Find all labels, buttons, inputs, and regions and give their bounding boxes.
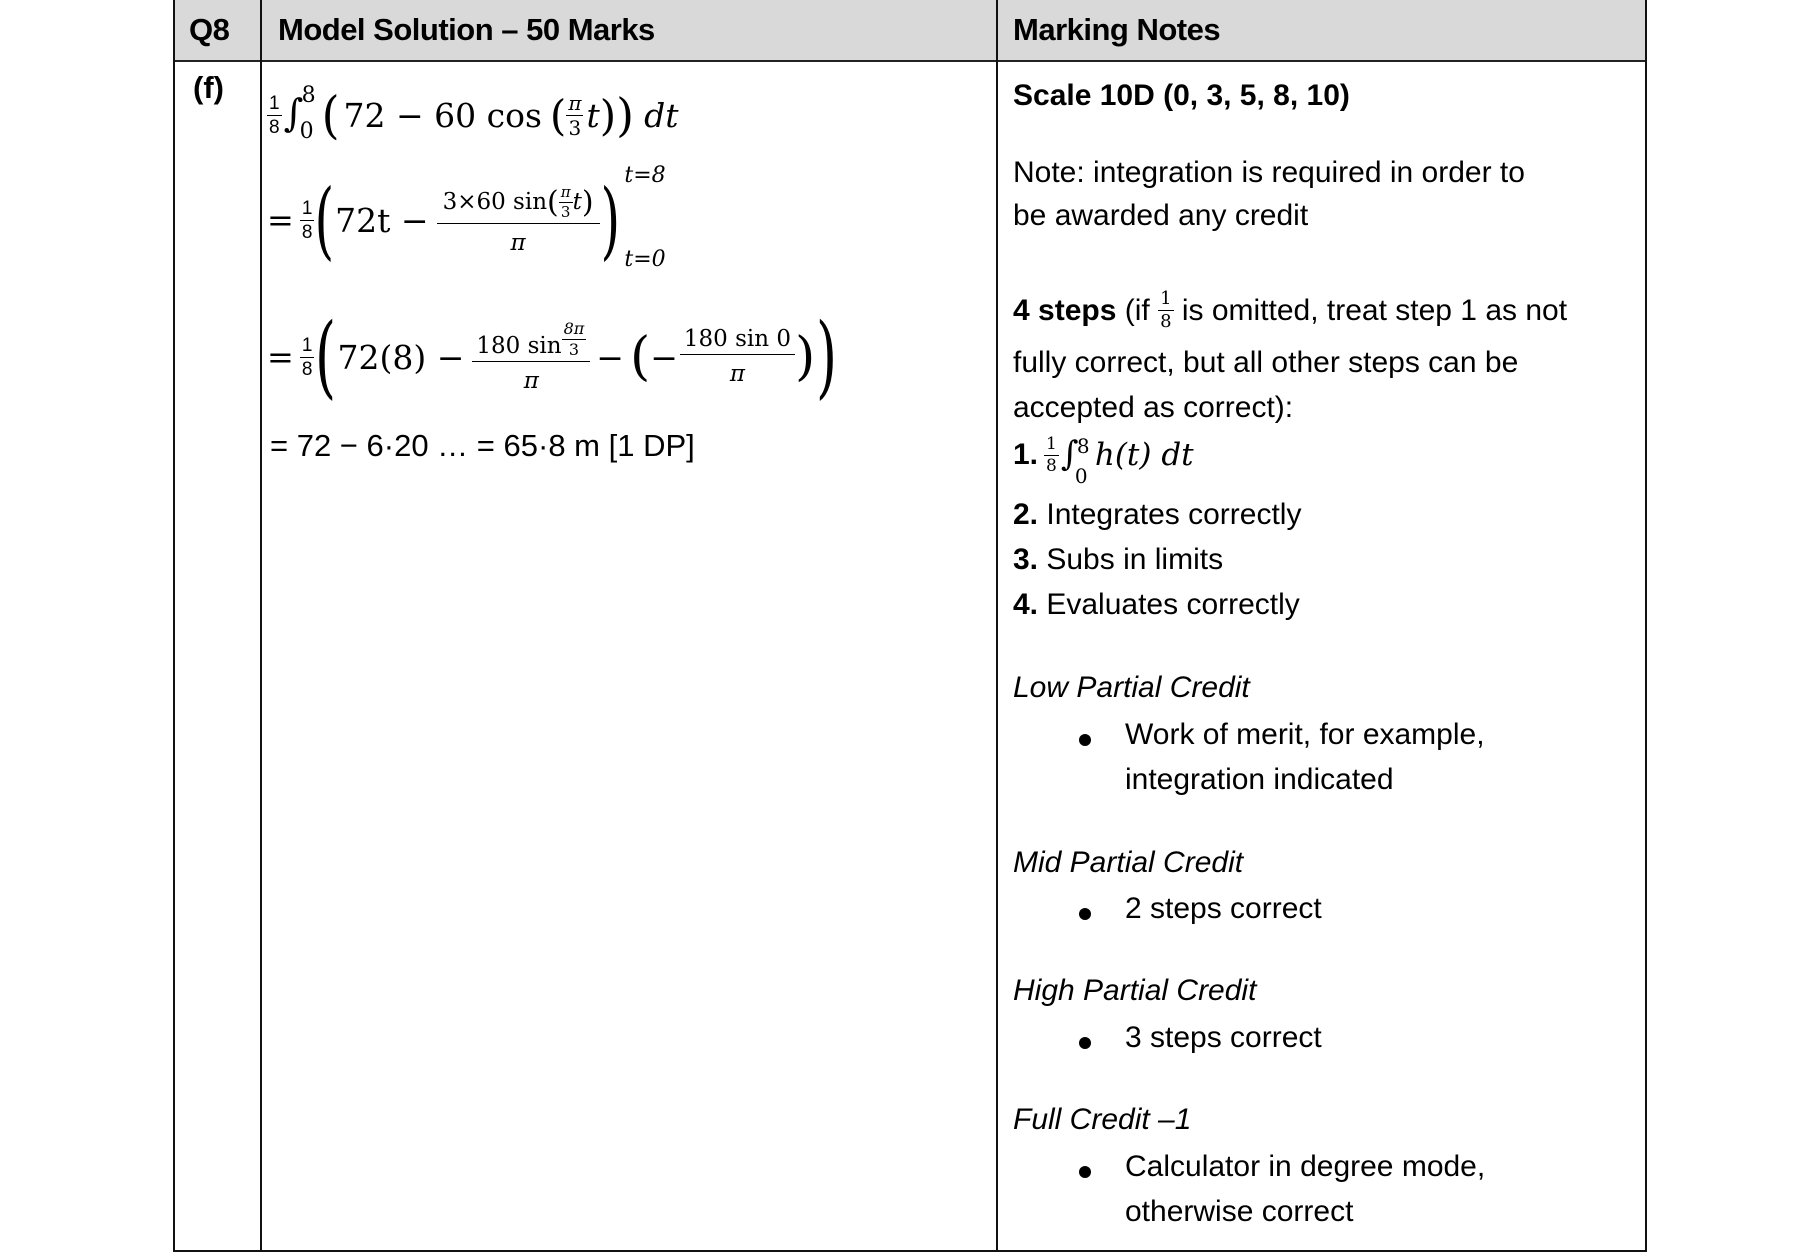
steps-intro-line-3: accepted as correct):: [1013, 391, 1294, 424]
solution-line-2: = $\frac{1}{8}$ ( 72t − 3×60 sin ( $\frac{\pi}{3}$ t ) π ) t=8 t=0: [267, 160, 680, 280]
note-line-2: be awarded any credit: [1013, 199, 1309, 232]
fraction-one-eighth: [1158, 290, 1173, 331]
text: is omitted, treat step 1 as not: [1173, 293, 1568, 327]
bullet-icon: [1079, 1037, 1091, 1049]
step-number: 3.: [1013, 543, 1039, 576]
steps-count: 4 steps: [1013, 293, 1117, 327]
lower-limit: t=0: [624, 247, 666, 272]
fraction-pi-over-3: [566, 90, 583, 140]
equals-sign: =: [267, 201, 294, 239]
fraction-one-eighth: [267, 94, 282, 137]
step-item-4: [1013, 585, 1300, 625]
step-item-3: [1013, 540, 1223, 580]
fraction-denominator: π: [510, 230, 526, 256]
sin-text: 3×60 sin: [442, 189, 548, 215]
step-number: 1.: [1013, 438, 1039, 471]
integral-lower-limit: 0: [1074, 464, 1088, 488]
fraction-numerator: 3×60 sin ( $\frac{\pi}{3}$ t ): [437, 185, 600, 224]
column-divider-2: [996, 0, 998, 1250]
part-label: (f): [193, 70, 224, 105]
note-line-1: Note: integration is required in order to: [1013, 156, 1525, 189]
fraction-numerator: 1: [269, 92, 280, 114]
fraction-pi-over-3: [559, 185, 573, 220]
step-text: Subs in limits: [1038, 543, 1224, 576]
credit-level-low-title: Low Partial Credit: [1013, 671, 1250, 704]
header-model-solution: Model Solution – 50 Marks: [278, 12, 655, 47]
bullet-icon: [1079, 1166, 1091, 1178]
column-divider-1: [260, 0, 262, 1250]
fraction-numerator: 180 sin 0: [680, 328, 795, 355]
step-text: Integrates correctly: [1038, 498, 1302, 531]
step-number: 2.: [1013, 498, 1039, 531]
fraction-numerator: π: [568, 90, 582, 115]
header-marking-notes: Marking Notes: [1013, 12, 1221, 47]
minus-sign: −: [596, 337, 624, 377]
fraction-numerator: [472, 321, 590, 362]
credit-level-mid-bullet: 2 steps correct: [1125, 892, 1322, 925]
differential-dt: dt: [644, 95, 679, 135]
fraction-one-eighth: [300, 336, 315, 379]
fraction-denominator: 3: [560, 203, 571, 221]
minus-sign: −: [650, 337, 678, 377]
integral-upper-limit: 8: [301, 83, 316, 108]
credit-level-low-bullet-line-2: integration indicated: [1125, 763, 1394, 796]
marking-scheme-table: [173, 0, 1647, 1252]
fraction-denominator: 8: [269, 116, 280, 138]
sin-text: 180 sin: [476, 333, 562, 359]
fraction-numerator: 1: [1160, 288, 1172, 309]
credit-level-full-bullet-line-2: otherwise correct: [1125, 1195, 1354, 1228]
term-72t: 72t −: [335, 200, 429, 240]
variable-t: t: [586, 95, 600, 135]
credit-level-low-bullet-line-1: Work of merit, for example,: [1125, 718, 1485, 751]
scale-label: Scale 10D (0, 3, 5, 8, 10): [1013, 79, 1350, 112]
text: (if: [1116, 293, 1159, 327]
fraction-denominator: 3: [568, 340, 580, 359]
integrand-text: 72 − 60 cos: [343, 95, 542, 135]
bullet-icon: [1079, 908, 1091, 920]
solution-line-3: = $\frac{1}{8}$ ( 72(8) − 180 sin $\frac{8\pi}{3}$ π − ( − $\frac{180 \sin 0}{\pi}$ ) ): [267, 304, 838, 409]
upper-limit: t=8: [624, 163, 666, 188]
credit-level-high-bullet: 3 steps correct: [1125, 1021, 1322, 1054]
fraction-denominator: 8: [301, 221, 313, 243]
steps-intro-line-1: [1013, 290, 1567, 331]
fraction-denominator: 8: [1160, 311, 1172, 332]
term-72-times-8: 72(8) −: [337, 337, 465, 377]
credit-level-mid-title: Mid Partial Credit: [1013, 846, 1244, 879]
fraction-one-eighth: [300, 199, 315, 242]
fraction-sin-term: [437, 185, 600, 255]
integral-sign: ∫ 8 0: [1059, 430, 1095, 480]
fraction-numerator: π: [560, 183, 571, 201]
step-text: Evaluates correctly: [1038, 588, 1300, 621]
integral-lower-limit: 0: [299, 119, 314, 144]
fraction-denominator: 8: [1046, 455, 1057, 476]
fraction-sin-0: [680, 328, 795, 386]
evaluation-limits: [620, 165, 680, 275]
step-number: 4.: [1013, 588, 1039, 621]
fraction-one-eighth: [1044, 433, 1059, 476]
solution-line-1: $\frac{1}{8}$ ∫ 8 0 ( 72 − 60 cos ( $\frac{\pi}{3}$ t ) ) dt: [269, 83, 679, 145]
fraction-denominator: π: [523, 368, 539, 394]
fraction-8pi-over-3: [562, 321, 587, 358]
bullet-icon: [1079, 734, 1091, 746]
credit-level-high-title: High Partial Credit: [1013, 974, 1257, 1007]
fraction-denominator: 3: [568, 115, 582, 140]
fraction-numerator: 1: [1046, 433, 1057, 454]
integral-upper-limit: 8: [1076, 434, 1090, 458]
steps-intro-line-2: fully correct, but all other steps can be: [1013, 346, 1519, 379]
fraction-numerator: 1: [301, 197, 313, 219]
credit-level-full-bullet-line-1: Calculator in degree mode,: [1125, 1150, 1486, 1183]
integral-sign: ∫ 8 0: [283, 83, 316, 144]
fraction-denominator: π: [729, 361, 746, 387]
credit-level-full-minus-one-title: Full Credit –1: [1013, 1103, 1192, 1136]
variable-t: t: [572, 189, 582, 215]
fraction-sin-8pi-over-3: [472, 321, 590, 393]
equals-sign: =: [267, 338, 294, 376]
fraction-numerator: 8π: [563, 319, 585, 338]
step-item-1: [1013, 430, 1194, 488]
step-item-2: [1013, 495, 1301, 535]
fraction-numerator: 1: [301, 334, 313, 356]
integrand-h-of-t: h(t) dt: [1094, 437, 1194, 473]
fraction-denominator: 8: [301, 358, 313, 380]
solution-line-4-final-answer: = 72 − 6·20 … = 65·8 m [1 DP]: [270, 428, 695, 463]
header-question-number: Q8: [189, 12, 230, 47]
